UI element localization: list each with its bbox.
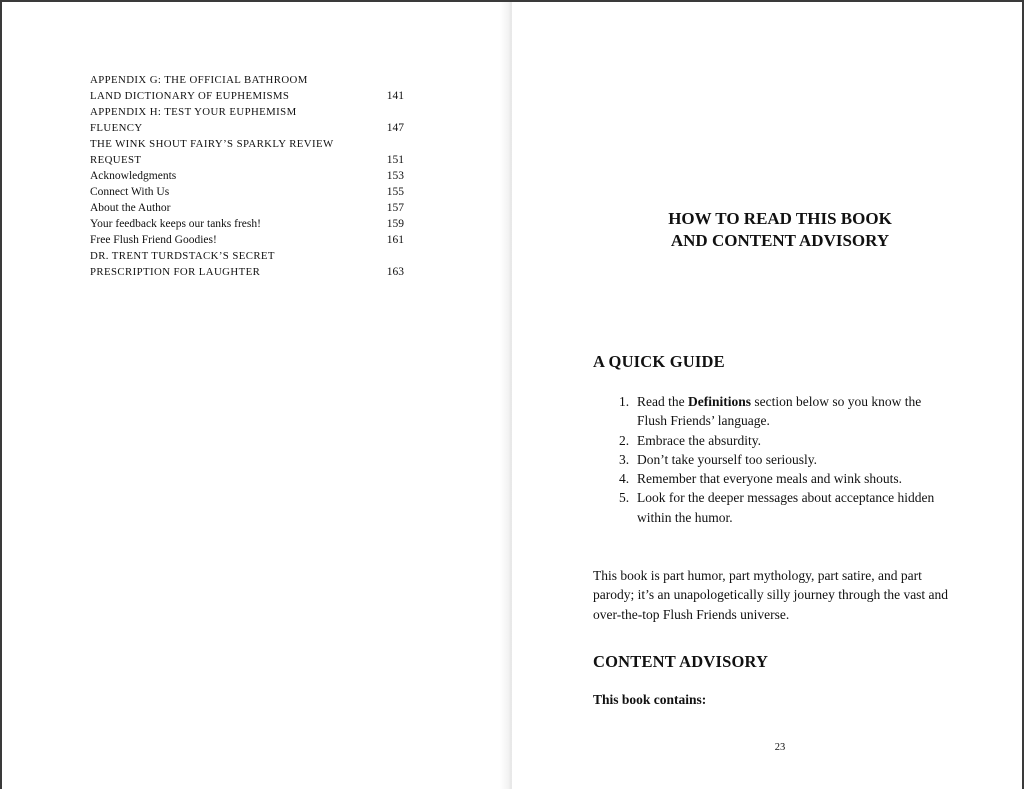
- toc-entry-title-line: REQUEST: [90, 154, 142, 166]
- contains-label: This book contains:: [593, 692, 707, 707]
- toc-page-number: 153: [386, 170, 404, 182]
- toc-entry-title: Free Flush Friend Goodies!: [90, 234, 217, 246]
- list-item-bold-text: Definitions: [687, 394, 751, 409]
- toc-entry-title: Acknowledgments: [90, 170, 177, 182]
- toc-page-number: 157: [386, 202, 404, 214]
- list-item: [615, 392, 945, 431]
- list-item-number: 3.: [619, 451, 630, 467]
- toc-entry-title: About the Author: [90, 202, 171, 214]
- list-item-number: 5.: [619, 490, 630, 506]
- intro-paragraph: This book is part humor, part mythology, part satire, and part parody; it’s an unapologetically silly journey through the vast and over-the-top Flush Friends universe.: [593, 568, 949, 622]
- toc-entry-title-line: DR. TRENT TURDSTACK’S SECRET: [90, 250, 275, 262]
- toc-entry-goodies[interactable]: [90, 232, 404, 248]
- toc-entry-prescription[interactable]: [90, 248, 404, 280]
- toc-entry-about-author[interactable]: [90, 200, 404, 216]
- list-item-text: Look for the deeper messages about acceptance hidden within the humor.: [637, 490, 935, 525]
- left-page: [2, 2, 510, 789]
- toc-entry-appendix-g[interactable]: [90, 72, 404, 104]
- toc-entry-title: Your feedback keeps our tanks fresh!: [90, 218, 261, 230]
- toc-entry-title-line: PRESCRIPTION FOR LAUGHTER: [90, 266, 261, 278]
- toc-page-number: 155: [386, 186, 404, 198]
- list-item: [615, 450, 945, 469]
- toc-entry-feedback[interactable]: [90, 216, 404, 232]
- right-page: [512, 2, 1022, 789]
- toc-entry-appendix-h[interactable]: [90, 104, 404, 136]
- content-advisory-heading: CONTENT ADVISORY: [593, 652, 769, 671]
- list-item-text: Remember that everyone meals and wink shouts.: [637, 471, 903, 487]
- chapter-title-line: AND CONTENT ADVISORY: [670, 231, 890, 250]
- list-item: [615, 431, 945, 450]
- toc-entry-title-line: APPENDIX G: THE OFFICIAL BATHROOM: [90, 74, 308, 86]
- chapter-title: [632, 208, 928, 252]
- toc-entry-title-line: FLUENCY: [90, 122, 143, 134]
- toc-page-number: 161: [386, 234, 404, 246]
- toc-page-number: 147: [386, 122, 404, 134]
- toc-page-number: 159: [386, 218, 404, 230]
- toc-page-number: 163: [386, 266, 404, 278]
- toc-entry-connect[interactable]: [90, 184, 404, 200]
- toc-page-number: 151: [386, 154, 404, 166]
- list-item: [615, 469, 945, 488]
- list-item-text: Embrace the absurdity.: [637, 432, 761, 448]
- quick-guide-heading: A QUICK GUIDE: [593, 352, 725, 371]
- list-item-text: Don’t take yourself too seriously.: [637, 451, 817, 467]
- toc-entry-title-line: THE WINK SHOUT FAIRY’S SPARKLY REVIEW: [90, 138, 334, 150]
- page-number: 23: [774, 742, 786, 753]
- quick-guide-list: [615, 392, 945, 527]
- toc-entry-review-request[interactable]: [90, 136, 404, 168]
- table-of-contents: [90, 72, 404, 280]
- list-item-number: 1.: [619, 394, 630, 409]
- list-item: [615, 488, 945, 527]
- list-item-number: 4.: [619, 471, 630, 487]
- toc-entry-title-line: APPENDIX H: TEST YOUR EUPHEMISM: [90, 106, 297, 118]
- chapter-title-line: HOW TO READ THIS BOOK: [668, 209, 892, 228]
- list-item-number: 2.: [619, 432, 630, 448]
- toc-entry-title-line: LAND DICTIONARY OF EUPHEMISMS: [90, 90, 290, 102]
- list-item-text: section below so you know the Flush Friends’ language.: [637, 394, 922, 429]
- toc-entry-title: Connect With Us: [90, 186, 170, 198]
- list-item-text: Read the: [637, 394, 688, 409]
- book-spread: [2, 2, 1022, 789]
- toc-entry-acknowledgments[interactable]: [90, 168, 404, 184]
- toc-page-number: 141: [386, 90, 404, 102]
